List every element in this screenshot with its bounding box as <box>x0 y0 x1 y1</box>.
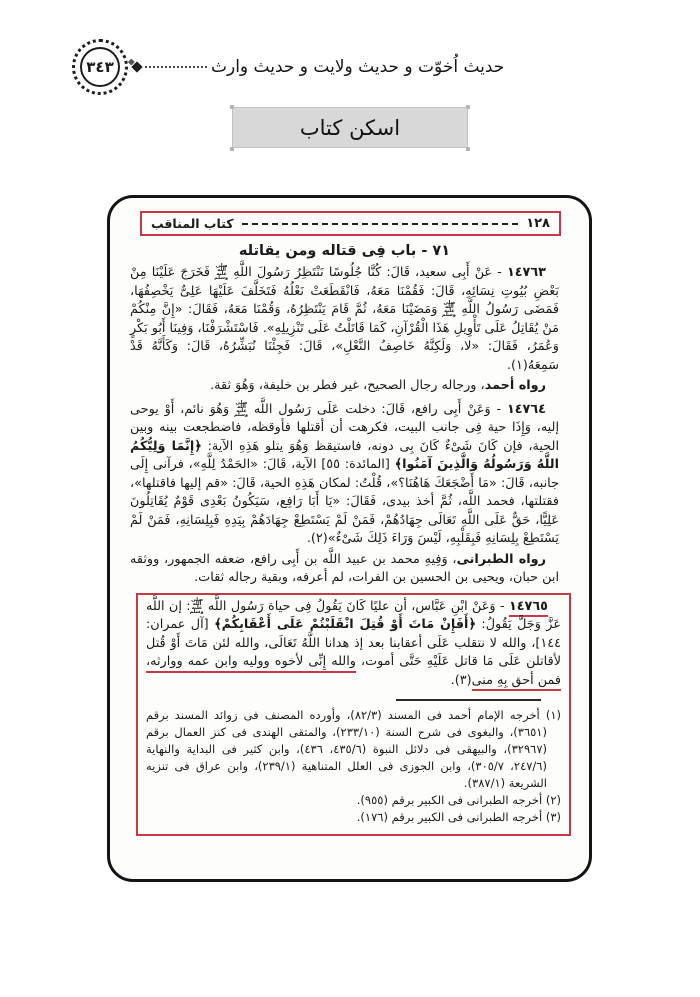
text-segment-plain: : إن اللَّه عَزَّ وَجَلَّ يَقُولُ: <box>146 598 562 632</box>
footnote-2: (٢) أخرجه الطبرانى فى الكبير برقم (٩٥٥). <box>356 793 561 807</box>
decorative-header <box>72 38 505 96</box>
text-segment-plain: - عَنْ أَبِى سعيد، قَالَ: كُنَّا جُلُوسًا نَنْتَظِرُ رَسُولَ اللَّهِ <box>228 265 507 280</box>
text-segment-bold: رواه أحمد <box>484 378 546 393</box>
text-segment-number: ١٤٧٦٣ <box>506 265 546 280</box>
red-highlight-box <box>136 593 571 837</box>
hadith-14763-grading <box>130 377 559 396</box>
text-segment-number: ١٤٧٦٤ <box>506 401 546 417</box>
footnotes-block <box>146 707 561 826</box>
text-segment-saw: صلى الله عليه وسلم <box>234 399 248 418</box>
text-segment-plain: ، وَفِيهِ محمد بن عبيد اللَّه بن أَبِى رافع، ضعفه الجمهور، ووثقه ابن حبان، ويحيى بن الحسين بن الفرات، لم أعرفه، وبقية رجاله ثقات. <box>130 551 559 585</box>
text-segment-plain: [المائدة: ٥٥] الآية، قَالَ: «الحَمْدُ لِلَّهِ»، فرآنى إِلَى جانبه، قَالَ: «مَا أَضْجَعَكَ هَاهُنَا؟»، قُلْتُ: لمكان هَذِهِ الحية، قَالَ: «قم إليها فاقتلها»، فقتلتها، فحمد اللَّه، ثُمَّ أخذ بيدى، فَقَالَ: «يَا أَبَا رَافِع، سَيَكُونُ بَعْدِى قَوْمٌ يُقَاتِلُونَ عَلِيًّا، حَقٌّ عَلَى اللَّهِ تَعَالَى جِهَادُهُمْ، فَمَنْ لَمْ يَسْتَطِعْ جِهَادَهُمْ بِيَدِهِ فَبِلِسَانِهِ، فَمَنْ لَمْ يَسْتَطِعْ بِلِسَانِهِ فَبِقَلْبِهِ، لَيْسَ وَرَاءَ ذَلِكَ شَىْءٌ»(٢). <box>130 457 559 546</box>
footnote-3: (٣) أخرجه الطبرانى فى الكبير برقم (١٧٦). <box>356 810 561 824</box>
chapter-heading: ٧١ - باب فِى قتاله ومن يقاتله <box>238 243 451 259</box>
hadith-14763-paragraph <box>130 264 559 375</box>
text-segment-plain: فَخَرَجَ عَلَيْنَا مِنْ بَعْضِ بُيُوتِ نِسَائِهِ، قَالَ: فَقُمْنَا مَعَهُ، فَانْقَطَعَتْ نَعْلُهُ فَتَخَلَّفَ عَلَيْهَا عَلِىٌّ يَخْصِفُهَا، فَمَضَى رَسُولُ اللَّهِ <box>130 265 559 317</box>
header-dashes-divider <box>242 223 519 225</box>
text-segment-plain: وَهُوَ نائم، أَوْ يوحى إليه، وَإِذَا حية فِى جانب البيت، فكرهت أن أقتلها فأوقظه، فاضطجعت بينه وبين الحية، فإن كَانَ شَىْءٌ كَانَ بِى دونه، فاستيقظ وَهُوَ يتلو هَذِهِ الآية: <box>130 401 559 454</box>
page-number: ١٢٨ <box>526 216 550 231</box>
footnote-separator <box>396 699 541 701</box>
scan-caption-text: اسكن كتاب <box>299 115 401 140</box>
running-header-box <box>140 211 561 236</box>
text-segment-underline: والله إِنِّى لأخوه ووليه وابن عمه ووارثه، فمن أحق بِهِ منى <box>146 654 561 691</box>
scan-caption-box <box>232 107 468 148</box>
text-segment-saw: صلى الله عليه وسلم <box>214 263 229 281</box>
badge-number: ٣٤٣ <box>80 47 120 87</box>
text-segment-number-underline: ١٤٧٦٥ <box>509 599 548 618</box>
text-segment-plain: - وَعَنْ أَبِى رافع، قَالَ: دخلت عَلَى رَسُول اللَّه <box>248 401 507 417</box>
text-segment-quran: ﴿أَفَإِنْ مَاتَ أَوْ قُتِلَ انْقَلَبْتُمْ عَلَى أَعْقَابِكُمْ﴾ <box>214 617 476 632</box>
hadith-14764-paragraph <box>130 401 559 549</box>
page-number-badge <box>72 39 128 95</box>
ornament-diamond-icon <box>131 61 142 72</box>
book-title: كتاب المناقب <box>151 216 234 231</box>
text-segment-plain: وَمَضَيْنَا مَعَهُ، ثُمَّ قَامَ يَنْتَظِرُهُ، وَقُمْنَا مَعَهُ، فَقَالَ: «إِنَّ مِنْكُمْ مَنْ يُقَاتِلُ عَلَى تَأْوِيلِ هَذَا الْقُرْآنِ، كَمَا قَاتَلْتُ عَلَى تَنْزِيلِهِ». فَاسْتَشْرَفْنَا، وَفِينَا أَبُو بَكْرٍ وَعُمَرُ، فَقَالَ: «لا، وَلَكِنَّهُ خَاصِفُ النَّعْلِ»، قَالَ: فَجِئْنَا نُبَشِّرُهُ، قَالَ: وَكَأَنَّهُ قَدْ سَمِعَهُ(١). <box>130 302 559 373</box>
hadith-14765-paragraph <box>146 598 561 691</box>
header-title: حديث اُخوّت و حديث ولايت و حديث وارث <box>211 57 505 77</box>
text-segment-saw: صلى الله عليه وسلم <box>189 596 204 615</box>
text-segment-plain: (٣). <box>450 672 472 688</box>
text-segment-bold: رواه الطبرانى <box>456 551 546 567</box>
text-segment-plain: - وَعَنْ ابْنِ عَبَّاس، أن عليًا كَانَ يَقُولُ فِى حياة رَسُول اللَّه <box>203 598 509 614</box>
scanned-page <box>107 195 592 882</box>
text-segment-quran: ﴿إِنَّمَا وَلِيُّكُمُ اللَّهُ وَرَسُولُهُ وَالَّذِينَ آمَنُوا﴾ <box>130 438 559 472</box>
text-segment-plain: [آل عمران: ١٤٤]، والله لا نتقلب عَلَى أعقابنا بعد إذ هدانا اللَّهُ تَعَالَى، والله لئن مَاتَ أَوْ قُتل لأقاتلن عَلَى مَا قاتل عَلَيْهِ حَتَّى أموت، <box>146 617 561 669</box>
footnote-1: (١) أخرجه الإمام أحمد فى المسند (٨٢/٣)، وأورده المصنف فى زوائد المسند برقم (٣٦٥١)، والبغوى فى شرح السنة (٢٣٣/١٠)، والمتقى الهندى فى كنز العمال برقم (٣٢٩٦٧)، والبيهقى فى دلائل النبوة (٤٣٥/٦، ٤٣٦)، وابن كثير فى البداية والنهاية (٢٤٧/٦، ٣٠٥/٧)، وابن الجوزى فى العلل المتناهية (٢٣٩/١)، وابن عراق فى تنزيه الشريعة (٣٨٧/١). <box>146 708 561 790</box>
hadith-14764-grading <box>130 551 559 588</box>
dotted-connector <box>145 66 207 68</box>
text-segment-plain: ، ورجاله رجال الصحيح، غير فطر بن خليفة، وَهُوَ ثقة. <box>210 378 485 393</box>
text-segment-saw: صلى الله عليه وسلم <box>441 300 456 318</box>
